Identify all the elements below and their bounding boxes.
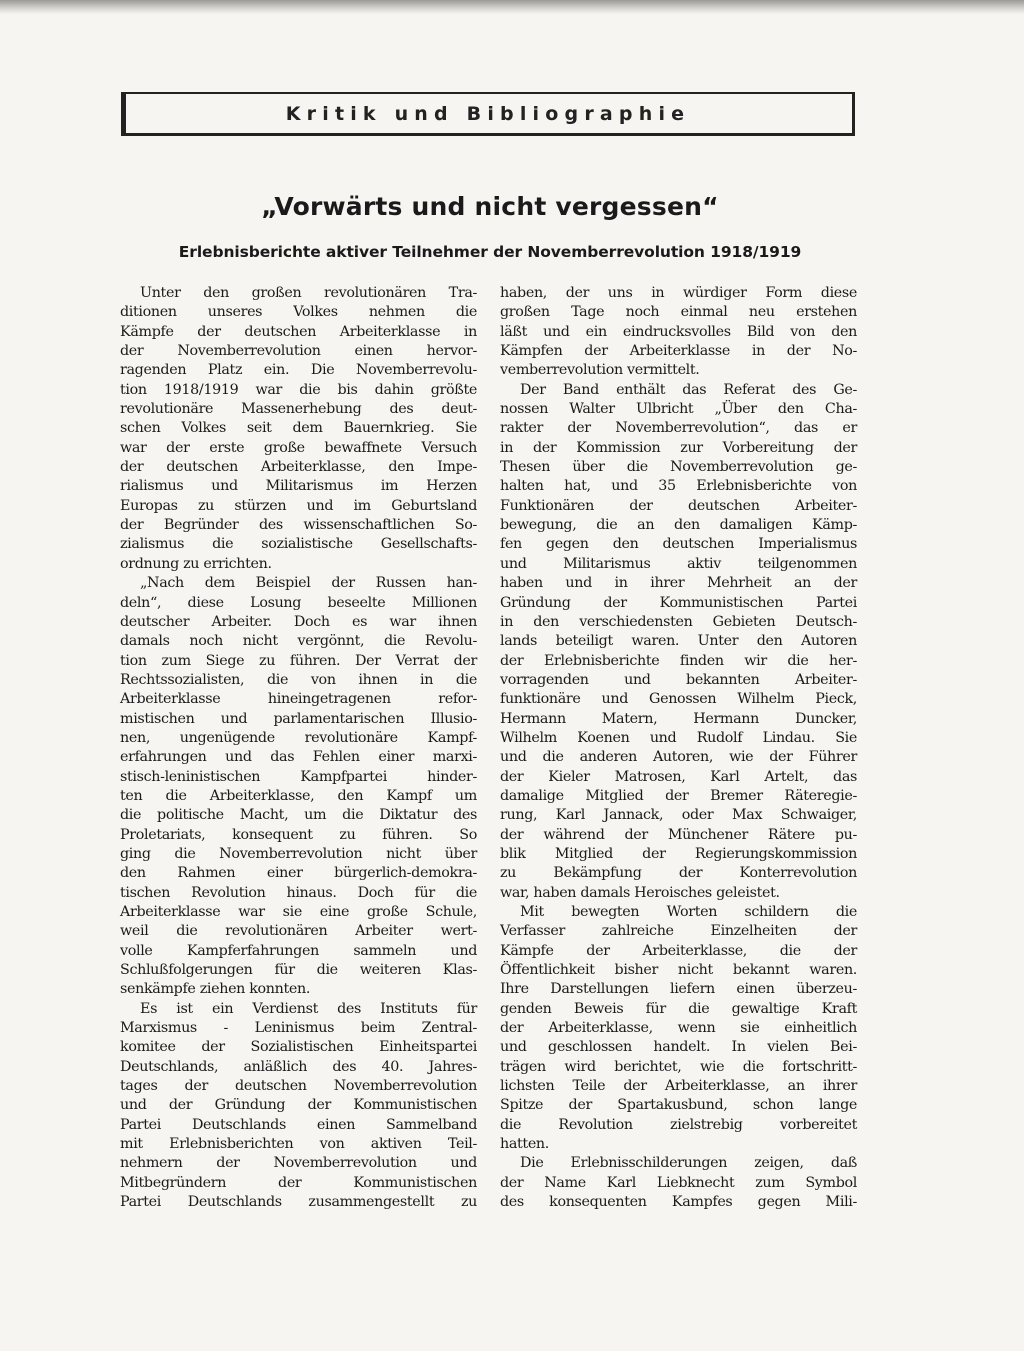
text-line: der Name Karl Liebknecht zum Symbol [500, 1174, 857, 1191]
text-line: deutscher Arbeiter. Doch es war ihnen [120, 613, 477, 630]
text-line: der deutschen Arbeiterklasse, den Impe- [120, 459, 477, 476]
text-line: schen Volkes seit dem Bauernkrieg. Sie [120, 420, 477, 437]
text-line: großen Tage noch einmal neu erstehen [500, 304, 857, 321]
text-line: hatten. [500, 1136, 549, 1153]
text-line: Mit bewegten Worten schildern die [520, 904, 857, 920]
text-line: lands beteiligt waren. Unter den Autoren [500, 633, 857, 650]
text-line: der Begründer des wissenschaftlichen So- [120, 517, 477, 534]
text-line: vorragenden und bekannten Arbeiter- [500, 671, 857, 688]
text-line: damals noch nicht vergönnt, die Revolu- [120, 633, 477, 650]
text-line: tion 1918/1919 war die bis dahin größte [120, 381, 477, 398]
text-line: Öffentlichkeit bisher nicht bekannt waren. [500, 962, 857, 979]
text-line: ten die Arbeiterklasse, den Kampf um [120, 787, 477, 804]
text-line: nossen Walter Ulbricht „Über den Cha- [500, 401, 857, 418]
text-line: Deutschlands, anläßlich des 40. Jahres- [120, 1058, 477, 1075]
text-line: Partei Deutschlands zusammengestellt zu [120, 1194, 477, 1211]
text-line: blik Mitglied der Regierungskommission [500, 845, 857, 862]
text-line: lichsten Teile der Arbeiterklasse, an ihrer [500, 1078, 857, 1095]
text-line: erfahrungen und das Fehlen einer marxi- [120, 749, 477, 766]
text-line: haben und in ihrer Mehrheit an der [500, 575, 857, 592]
text-line: Arbeiterklasse hineingetragenen refor- [120, 691, 477, 708]
text-line: tages der deutschen Novemberrevolution [120, 1078, 477, 1095]
text-line: der Kieler Matrosen, Karl Artelt, das [500, 768, 857, 785]
text-line: Proletariats, konsequent zu führen. So [120, 826, 477, 843]
paragraph [120, 284, 477, 574]
text-line: Schlußfolgerungen für die weiteren Klas- [120, 962, 477, 979]
text-line: ordnung zu errichten. [120, 555, 272, 572]
text-line: Partei Deutschlands einen Sammelband [120, 1116, 477, 1133]
text-line: ging die Novemberrevolution nicht über [120, 845, 477, 862]
text-line: Arbeiterklasse war sie eine große Schule, [120, 904, 477, 920]
text-line: und der Gründung der Kommunistischen [120, 1097, 477, 1114]
text-line: die politische Macht, um die Diktatur des [120, 807, 477, 824]
text-line: genden Beweis für die gewaltige Kraft [500, 1000, 857, 1017]
text-line: rung, Karl Jannack, oder Max Schwaiger, [500, 807, 857, 824]
text-line: der Novemberrevolution einen hervor- [120, 343, 477, 360]
text-line: senkämpfe ziehen konnten. [120, 981, 311, 998]
text-line: stisch-leninistischen Kampfpartei hinder- [120, 768, 477, 785]
text-line: Verfasser zahlreiche Einzelheiten der [500, 923, 857, 940]
text-line: tion zum Siege zu führen. Der Verrat der [120, 652, 477, 669]
text-line: die Revolution zielstrebig vorbereitet [500, 1116, 857, 1133]
text-line: des konsequenten Kampfes gegen Mili- [500, 1194, 857, 1211]
text-line: haben, der uns in würdiger Form diese [500, 285, 857, 301]
text-line: Hermann Matern, Hermann Duncker, [500, 710, 857, 727]
text-line: Rechtssozialisten, die von ihnen in die [120, 671, 477, 688]
text-line: Kämpfe der deutschen Arbeiterklasse in [120, 323, 477, 340]
text-line: war, haben damals Heroisches geleistet. [500, 884, 780, 901]
paragraph [120, 574, 477, 1000]
text-line: fen gegen den deutschen Imperialismus [500, 536, 857, 553]
text-line: mistischen und parlamentarischen Illusio- [120, 710, 477, 727]
text-line: funktionäre und Genossen Wilhelm Pieck, [500, 691, 857, 708]
article-subtitle: Erlebnisberichte aktiver Teilnehmer der Novemberrevolution 1918/1919 [178, 243, 802, 261]
paragraph [500, 381, 857, 903]
text-line: und die anderen Autoren, wie der Führer [500, 749, 857, 766]
text-line: rialismus und Militarismus im Herzen [120, 478, 477, 495]
text-line: Kämpfen der Arbeiterklasse in der No- [500, 343, 857, 360]
text-line: halten hat, und 35 Erlebnisberichte von [500, 478, 857, 495]
text-line: Spitze der Spartakusbund, schon lange [500, 1097, 857, 1114]
text-line: rakter der Novemberrevolution“, das er [500, 420, 857, 437]
text-line: der Erlebnisberichte finden wir die her- [500, 652, 857, 669]
text-line: Wilhelm Koenen und Rudolf Lindau. Sie [500, 729, 857, 746]
text-line: der während der Münchener Rätere pu- [500, 826, 857, 843]
text-line: Es ist ein Verdienst des Instituts für [140, 1000, 477, 1017]
text-line: deln“, diese Losung beseelte Millionen [120, 594, 477, 611]
text-line: tischen Revolution hinaus. Doch für die [120, 884, 477, 901]
text-line: war der erste große bewaffnete Versuch [120, 439, 477, 456]
paragraph [120, 1000, 477, 1213]
text-line: bewegung, die an den damaligen Kämp- [500, 517, 857, 534]
text-line: mit Erlebnisberichten von aktiven Teil- [120, 1136, 477, 1153]
text-line: Gründung der Kommunistischen Partei [500, 594, 857, 611]
text-line: ragenden Platz ein. Die Novemberrevolu- [120, 362, 477, 379]
paragraph [500, 1154, 857, 1212]
text-line: in den verschiedensten Gebieten Deutsch- [500, 613, 857, 630]
right-text-column [500, 284, 857, 1213]
text-line: vemberrevolution vermittelt. [500, 362, 700, 379]
text-line: Marxismus - Leninismus beim Zentral- [120, 1020, 477, 1037]
text-line: Europas zu stürzen und im Geburtsland [120, 497, 477, 514]
text-line: in der Kommission zur Vorbereitung der [500, 439, 857, 456]
text-line: weil die revolutionären Arbeiter wert- [120, 923, 477, 940]
text-line: Der Band enthält das Referat des Ge- [520, 381, 857, 398]
text-line: nehmern der Novemberrevolution und [120, 1155, 477, 1172]
section-header-label: Kritik und Bibliographie [285, 103, 691, 125]
text-line: revolutionäre Massenerhebung des deut- [120, 401, 477, 418]
left-text-column [120, 284, 477, 1213]
text-line: Funktionären der deutschen Arbeiter- [500, 497, 857, 514]
text-line: läßt und ein eindrucksvolles Bild von den [500, 323, 857, 340]
text-line: trägen wird berichtet, wie die fortschritt- [500, 1058, 857, 1075]
text-line: Die Erlebnisschilderungen zeigen, daß [520, 1155, 857, 1172]
text-line: „Nach dem Beispiel der Russen han- [140, 575, 477, 592]
section-header-box [121, 92, 855, 136]
text-line: Thesen über die Novemberrevolution ge- [500, 459, 857, 476]
text-line: und geschlossen handelt. In vielen Bei- [500, 1039, 857, 1056]
article-title: „Vorwärts und nicht vergessen“ [261, 192, 719, 221]
text-line: damalige Mitglied der Bremer Räteregie- [500, 787, 857, 804]
text-line: zialismus die sozialistische Gesellschafts- [120, 536, 477, 553]
text-line: Kämpfe der Arbeiterklasse, die der [500, 942, 857, 959]
text-line: ditionen unseres Volkes nehmen die [120, 304, 477, 321]
text-line: und Militarismus aktiv teilgenommen [500, 555, 857, 572]
text-line: Ihre Darstellungen liefern einen überzeu- [500, 981, 857, 998]
text-line: Unter den großen revolutionären Tra- [140, 285, 477, 301]
text-line: der Arbeiterklasse, wenn sie einheitlich [500, 1020, 857, 1037]
text-line: komitee der Sozialistischen Einheitspartei [120, 1039, 477, 1056]
text-line: Mitbegründern der Kommunistischen [120, 1174, 477, 1191]
paragraph [500, 903, 857, 1154]
paragraph [500, 284, 857, 381]
text-line: volle Kampferfahrungen sammeln und [120, 942, 477, 959]
text-line: zu Bekämpfung der Konterrevolution [500, 865, 857, 882]
text-line: den Rahmen einer bürgerlich-demokra- [120, 865, 477, 882]
scan-edge-shadow [0, 0, 1024, 14]
text-line: nen, ungenügende revolutionäre Kampf- [120, 729, 477, 746]
